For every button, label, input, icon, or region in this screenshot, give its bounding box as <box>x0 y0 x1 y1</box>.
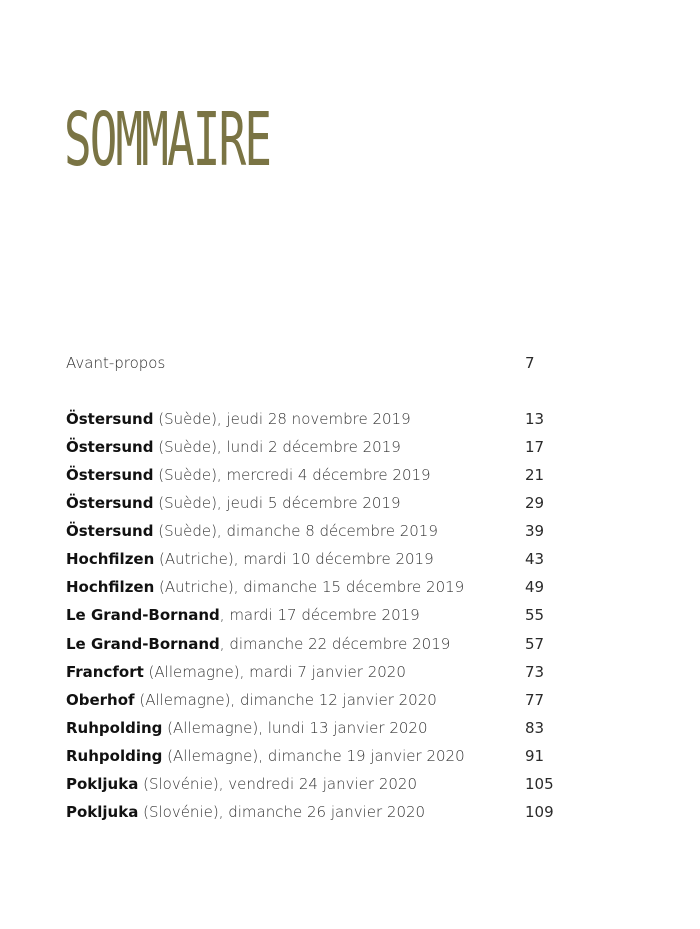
toc-entry-place: Francfort <box>66 663 144 681</box>
toc-entry-page: 21 <box>525 466 545 484</box>
toc-entry <box>66 744 566 768</box>
toc-entry-detail: , dimanche 22 décembre 2019 <box>219 635 451 653</box>
toc-entry-place: Ruhpolding <box>66 747 163 765</box>
toc-entry <box>66 575 566 599</box>
toc-entry-detail: (Suède), mercredi 4 décembre 2019 <box>153 466 431 484</box>
toc-entry-place: Pokljuka <box>66 775 139 793</box>
toc-entry-place: Hochfilzen <box>66 578 155 596</box>
toc-entry-page: 77 <box>525 691 545 709</box>
toc-entry-detail: (Autriche), dimanche 15 décembre 2019 <box>154 578 465 596</box>
toc-entry-detail: (Suède), jeudi 28 novembre 2019 <box>153 410 411 428</box>
toc-entry <box>66 519 566 543</box>
toc-entry-page: 91 <box>525 747 545 765</box>
toc-entry-detail: (Slovénie), vendredi 24 janvier 2020 <box>138 775 417 793</box>
toc-entry-place: Östersund <box>66 494 154 512</box>
toc-entry-detail: (Allemagne), mardi 7 janvier 2020 <box>143 663 406 681</box>
toc-intro-page: 7 <box>525 354 535 372</box>
toc-entry-page: 13 <box>525 410 545 428</box>
toc-entry-place: Östersund <box>66 466 154 484</box>
toc-entry-page: 57 <box>525 635 545 653</box>
toc-entry-detail: (Allemagne), lundi 13 janvier 2020 <box>162 719 428 737</box>
toc-entry <box>66 491 566 515</box>
toc-entry <box>66 407 566 431</box>
toc-entry-detail: (Slovénie), dimanche 26 janvier 2020 <box>138 803 426 821</box>
toc-entry-page: 17 <box>525 438 545 456</box>
toc-entry <box>66 435 566 459</box>
toc-intro-label: Avant-propos <box>66 354 166 372</box>
toc-entry-page: 39 <box>525 522 545 540</box>
toc-entry-detail: (Suède), jeudi 5 décembre 2019 <box>153 494 401 512</box>
toc-entry-detail: (Suède), lundi 2 décembre 2019 <box>153 438 401 456</box>
page-title: SOMMAIRE <box>64 97 271 183</box>
toc-intro-row <box>66 351 566 375</box>
toc-entry <box>66 716 566 740</box>
toc-entry <box>66 688 566 712</box>
toc-entry-place: Pokljuka <box>66 803 139 821</box>
toc-entry-place: Östersund <box>66 522 154 540</box>
toc-entry-detail: (Allemagne), dimanche 19 janvier 2020 <box>162 747 465 765</box>
toc-entry-page: 29 <box>525 494 545 512</box>
toc-entry <box>66 772 566 796</box>
toc-entry <box>66 547 566 571</box>
toc-entry <box>66 463 566 487</box>
toc-entry-place: Ruhpolding <box>66 719 163 737</box>
toc-entry-detail: (Suède), dimanche 8 décembre 2019 <box>153 522 438 540</box>
toc-entry-page: 49 <box>525 578 545 596</box>
toc-entry-place: Oberhof <box>66 691 135 709</box>
toc-entry-page: 105 <box>525 775 554 793</box>
toc-entry <box>66 800 566 824</box>
toc-entry <box>66 660 566 684</box>
toc-entry-detail: (Allemagne), dimanche 12 janvier 2020 <box>134 691 437 709</box>
toc-entry <box>66 632 566 656</box>
toc-entry <box>66 603 566 627</box>
toc-entry-page: 73 <box>525 663 545 681</box>
toc-entry-detail: (Autriche), mardi 10 décembre 2019 <box>154 550 434 568</box>
toc-entry-detail: , mardi 17 décembre 2019 <box>219 606 420 624</box>
toc-entry-place: Hochfilzen <box>66 550 155 568</box>
toc-entry-page: 55 <box>525 606 545 624</box>
toc-entry-place: Le Grand-Bornand <box>66 635 220 653</box>
toc-entry-place: Le Grand-Bornand <box>66 606 220 624</box>
toc-entry-page: 83 <box>525 719 545 737</box>
toc-entry-page: 43 <box>525 550 545 568</box>
toc-entry-page: 109 <box>525 803 554 821</box>
toc-entry-place: Östersund <box>66 410 154 428</box>
toc-entry-place: Östersund <box>66 438 154 456</box>
